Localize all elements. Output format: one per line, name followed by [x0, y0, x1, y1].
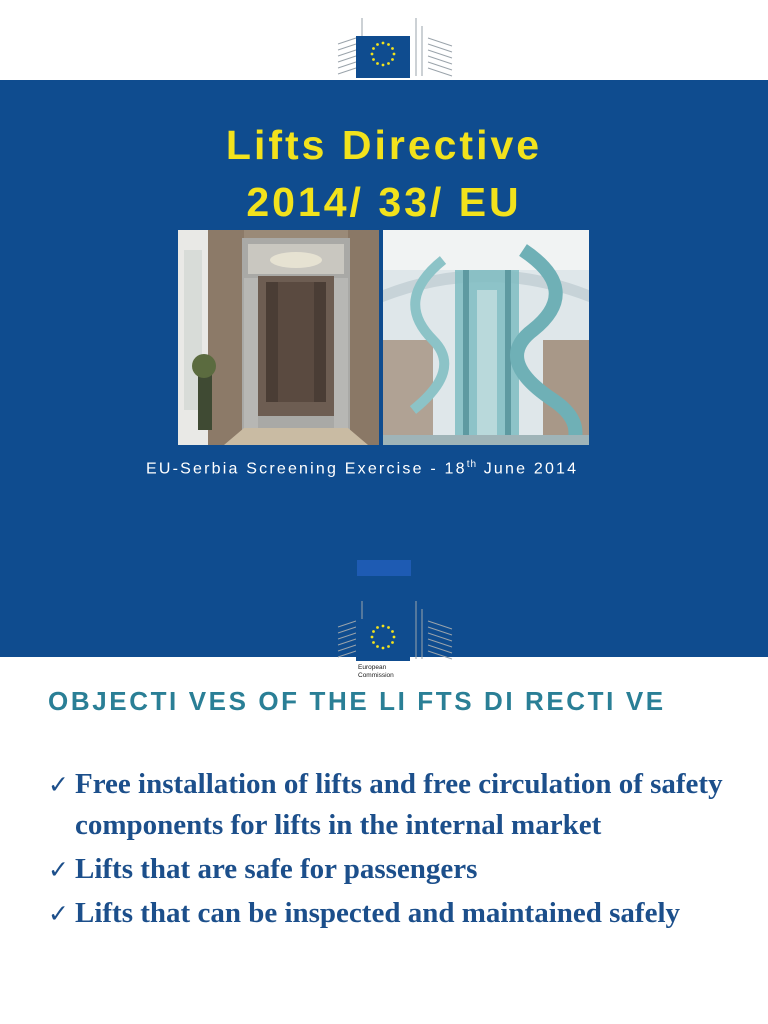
decorative-bar [357, 560, 411, 576]
bullet-text: Lifts that can be inspected and maintained safely [75, 897, 681, 929]
check-icon: ✓ [48, 899, 69, 928]
list-item [48, 764, 748, 846]
objectives-heading: OBJECTI VES OF THE LI FTS DI RECTI VE [48, 686, 666, 716]
european-commission-logo-slide2 [332, 597, 456, 681]
bullet-text: Free installation of lifts and free circulation of safety components for lifts in the internal market [75, 768, 723, 841]
subtitle-text: EU-Serbia Screening Exercise - 18 [146, 460, 467, 478]
check-icon: ✓ [48, 770, 69, 799]
slide-title-line1: Lifts Directive [225, 122, 543, 168]
subtitle-date: June 2014 [477, 460, 579, 478]
elevator-photo-steel [178, 230, 379, 445]
list-item [48, 893, 748, 934]
berlaymont-building-icon [332, 597, 456, 681]
objectives-list [48, 764, 748, 937]
elevator-photo-glass [383, 230, 589, 445]
slide-title-line2: 2014/ 33/ EU [246, 179, 522, 225]
list-item [48, 849, 748, 890]
bullet-text: Lifts that are safe for passengers [75, 853, 478, 885]
logo-text-line1: European [358, 664, 387, 671]
check-icon: ✓ [48, 855, 69, 884]
logo-text-line2: Commission [358, 672, 394, 679]
slide-subtitle [146, 459, 578, 478]
subtitle-ordinal: th [466, 459, 478, 470]
